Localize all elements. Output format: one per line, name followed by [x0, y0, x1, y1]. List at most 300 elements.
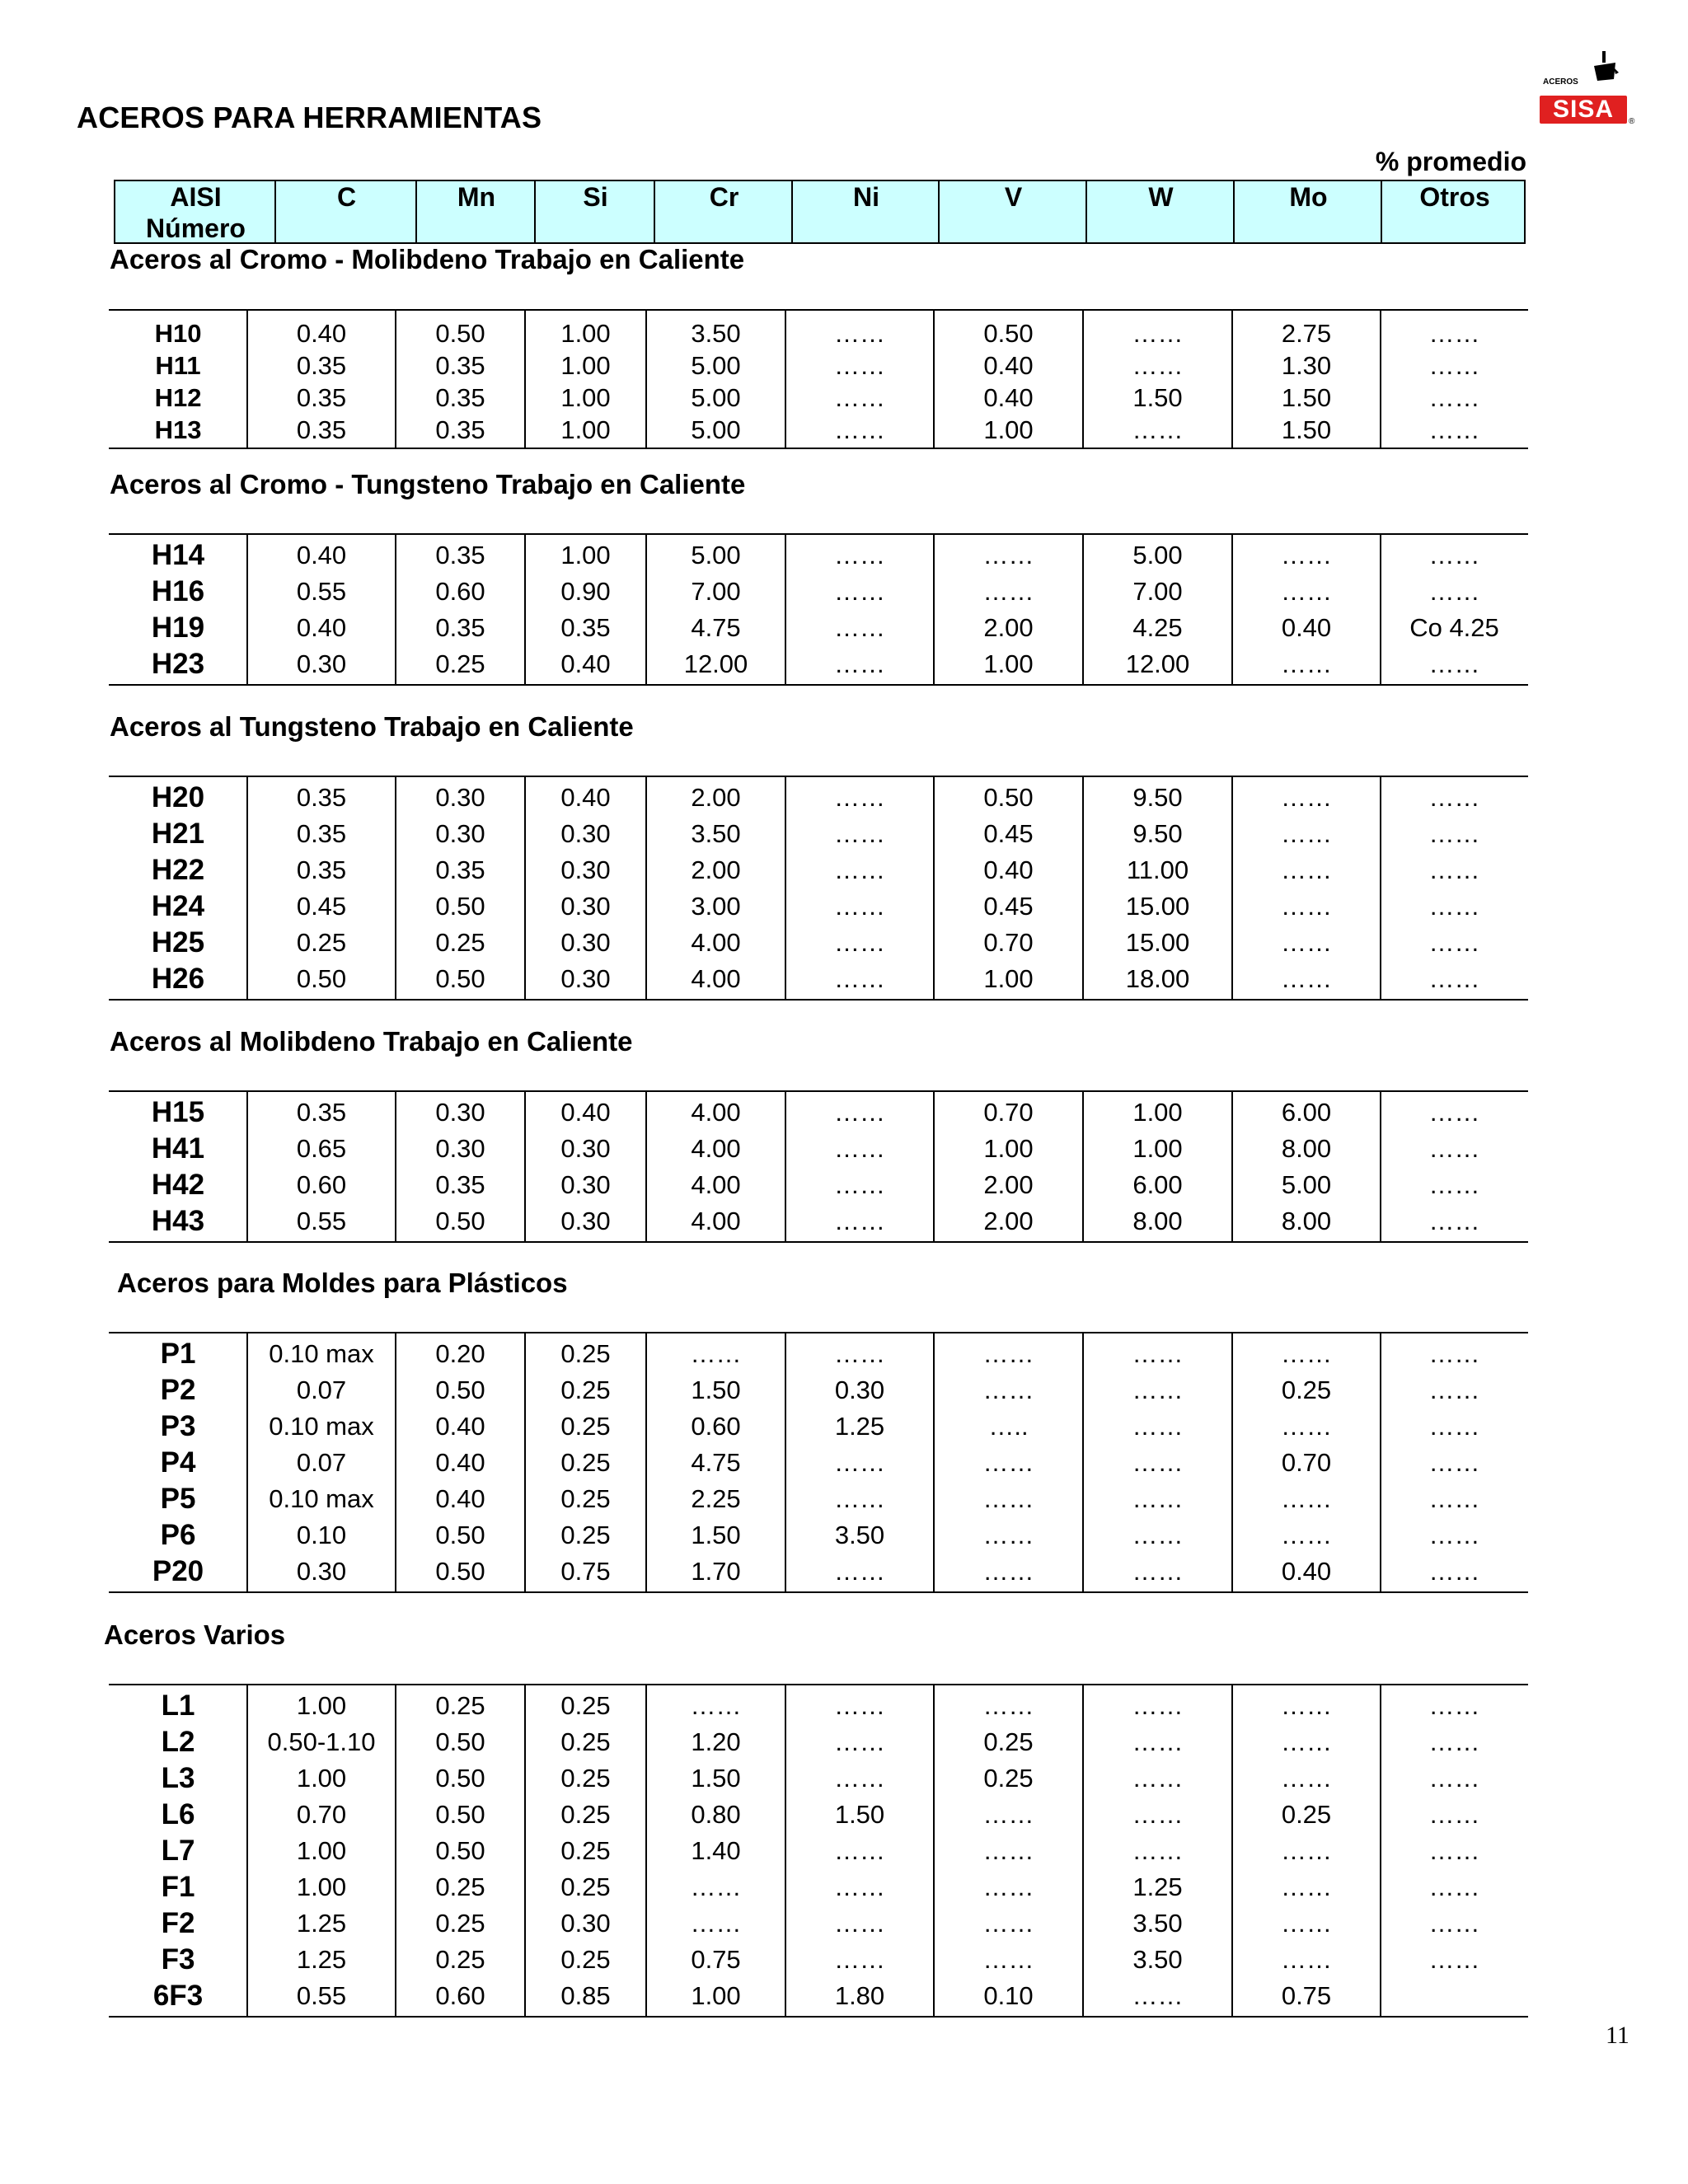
cell-mo: …… — [1281, 1339, 1332, 1368]
cell-si: 0.85 — [560, 1981, 611, 2010]
cell-otros: …… — [1428, 1207, 1480, 1235]
cell-mo: …… — [1281, 1836, 1332, 1865]
cell-cr: 7.00 — [691, 577, 741, 606]
cell-otros: …… — [1428, 1170, 1480, 1199]
cell-mo: …… — [1281, 1872, 1332, 1901]
cell-c: 0.10 max — [269, 1412, 374, 1441]
cell-w: 15.00 — [1125, 928, 1190, 957]
cell-mn: 0.50 — [435, 964, 485, 993]
cell-cr: 2.00 — [691, 783, 741, 812]
section-title: Aceros al Cromo - Molibdeno Trabajo en Caliente — [110, 244, 745, 274]
cell-mo: …… — [1281, 783, 1332, 812]
cell-ni: …… — [834, 1098, 885, 1127]
logo-badge — [1540, 96, 1627, 124]
cell-w: 3.50 — [1132, 1909, 1183, 1938]
section-table — [109, 1090, 1528, 1243]
cell-ni: 1.25 — [834, 1412, 885, 1441]
cell-v: 1.00 — [983, 1134, 1034, 1163]
cell-mo: …… — [1281, 1484, 1332, 1513]
cell-otros: …… — [1428, 1872, 1480, 1901]
cell-c: 0.35 — [296, 383, 347, 412]
section-table — [109, 776, 1528, 1001]
row-aisi-id: H13 — [154, 415, 202, 444]
cell-cr: 3.50 — [691, 819, 741, 848]
cell-mo: 8.00 — [1281, 1207, 1332, 1235]
cell-v: 2.00 — [983, 613, 1034, 642]
cell-ni: …… — [834, 1134, 885, 1163]
cell-otros: …… — [1428, 1521, 1480, 1549]
cell-w: 1.00 — [1132, 1098, 1183, 1127]
cell-mn: 0.40 — [435, 1484, 485, 1513]
cell-v: …… — [982, 1909, 1034, 1938]
cell-c: 0.07 — [296, 1448, 347, 1477]
header-cr: Cr — [709, 182, 739, 212]
row-aisi-id: H11 — [155, 351, 201, 380]
section-table — [109, 1332, 1528, 1593]
cell-v: 0.50 — [983, 319, 1034, 348]
cell-si: 0.25 — [560, 1448, 611, 1477]
cell-ni: …… — [834, 1484, 885, 1513]
cell-si: 0.30 — [560, 892, 611, 921]
cell-si: 0.30 — [560, 1207, 611, 1235]
cell-c: 1.00 — [296, 1764, 347, 1793]
cell-w: …… — [1132, 1800, 1184, 1829]
cell-c: 0.40 — [296, 613, 347, 642]
cell-cr: 12.00 — [683, 649, 748, 678]
cell-mo: 0.40 — [1281, 1557, 1332, 1586]
row-aisi-id: H12 — [154, 383, 202, 412]
row-aisi-id: H10 — [154, 319, 202, 348]
cell-ni: …… — [834, 1945, 885, 1974]
cell-c: 0.50 — [296, 964, 347, 993]
cell-otros: …… — [1428, 577, 1480, 606]
row-aisi-id: H22 — [151, 854, 205, 886]
cell-otros: …… — [1428, 964, 1480, 993]
cell-cr: 4.00 — [691, 1170, 741, 1199]
cell-w: 1.50 — [1132, 383, 1183, 412]
cell-otros: …… — [1428, 1339, 1480, 1368]
cell-cr: 4.00 — [691, 964, 741, 993]
cell-w: 15.00 — [1125, 892, 1190, 921]
table-header — [114, 180, 1526, 244]
cell-mn: 0.30 — [435, 783, 485, 812]
cell-si: 0.30 — [560, 1134, 611, 1163]
unit-note: % promedio — [1375, 147, 1526, 176]
header-aisi: AISI Número — [146, 182, 246, 243]
cell-ni: …… — [834, 383, 885, 412]
cell-si: 0.30 — [560, 1909, 611, 1938]
cell-v: 0.45 — [983, 819, 1034, 848]
cell-mn: 0.50 — [435, 1557, 485, 1586]
cell-mn: 0.25 — [435, 928, 485, 957]
cell-ni: …… — [834, 649, 885, 678]
cell-w: 9.50 — [1132, 783, 1183, 812]
cell-ni: …… — [834, 1727, 885, 1756]
cell-v: …… — [982, 1376, 1034, 1404]
cell-otros: …… — [1428, 1376, 1480, 1404]
cell-ni: …… — [834, 1448, 885, 1477]
cell-w: …… — [1132, 1691, 1184, 1720]
cell-mn: 0.25 — [435, 1872, 485, 1901]
cell-ni: 1.80 — [834, 1981, 885, 2010]
cell-mo: …… — [1281, 1945, 1332, 1974]
cell-si: 0.90 — [560, 577, 611, 606]
cell-mn: 0.60 — [435, 1981, 485, 2010]
cell-cr: 4.00 — [691, 1098, 741, 1127]
cell-ni: …… — [834, 577, 885, 606]
cell-otros: …… — [1428, 1557, 1480, 1586]
cell-ni: …… — [834, 783, 885, 812]
cell-cr: 0.60 — [691, 1412, 741, 1441]
cell-otros: …… — [1428, 1098, 1480, 1127]
cell-w: …… — [1132, 1484, 1184, 1513]
cell-w: …… — [1132, 1764, 1184, 1793]
section-table — [109, 533, 1528, 686]
cell-v: 2.00 — [983, 1207, 1034, 1235]
cell-w: 11.00 — [1126, 855, 1189, 884]
cell-si: 1.00 — [560, 351, 611, 380]
logo-small-text: ACEROS — [1543, 77, 1578, 87]
row-aisi-id: H25 — [151, 926, 205, 958]
cell-c: 1.00 — [296, 1691, 347, 1720]
cell-cr: 0.75 — [691, 1945, 741, 1974]
section-title: Aceros al Tungsteno Trabajo en Caliente — [110, 711, 634, 742]
cell-mn: 0.35 — [435, 613, 485, 642]
header-otros: Otros — [1419, 182, 1490, 212]
cell-ni: …… — [834, 319, 885, 348]
cell-c: 0.45 — [296, 892, 347, 921]
cell-si: 1.00 — [560, 383, 611, 412]
row-aisi-id: F3 — [161, 1943, 195, 1975]
cell-otros: …… — [1428, 855, 1480, 884]
cell-si: 0.30 — [560, 964, 611, 993]
cell-si: 0.35 — [560, 613, 611, 642]
cell-mo: …… — [1281, 1909, 1332, 1938]
cell-otros: …… — [1428, 319, 1480, 348]
header-c: C — [336, 182, 357, 212]
cell-c: 0.10 — [296, 1521, 347, 1549]
cell-cr: …… — [690, 1691, 742, 1720]
cell-otros: …… — [1428, 1836, 1480, 1865]
cell-cr: 4.75 — [691, 613, 741, 642]
logo-brand-text: SISA — [1552, 96, 1615, 123]
row-aisi-id: L6 — [161, 1798, 195, 1830]
cell-si: 0.25 — [560, 1800, 611, 1829]
cell-w: …… — [1132, 1557, 1184, 1586]
cell-mo: …… — [1281, 819, 1332, 848]
page-number: 11 — [1606, 2022, 1629, 2049]
cell-v: 0.40 — [983, 383, 1034, 412]
cell-mn: 0.30 — [435, 1134, 485, 1163]
header-divider — [791, 181, 793, 242]
page-title: ACEROS PARA HERRAMIENTAS — [77, 101, 542, 134]
cell-mn: 0.50 — [435, 1800, 485, 1829]
row-aisi-id: H20 — [151, 781, 205, 813]
cell-mn: 0.35 — [435, 351, 485, 380]
cell-v: ….. — [988, 1412, 1029, 1441]
section-table — [109, 1684, 1528, 2018]
cell-si: 0.40 — [560, 1098, 611, 1127]
cell-cr: 4.00 — [691, 1207, 741, 1235]
cell-si: 0.40 — [560, 783, 611, 812]
row-aisi-id: P5 — [160, 1483, 196, 1515]
cell-mo: …… — [1281, 928, 1332, 957]
cell-c: 0.35 — [296, 1098, 347, 1127]
cell-otros: …… — [1428, 1691, 1480, 1720]
cell-si: 0.25 — [560, 1872, 611, 1901]
cell-mo: 0.70 — [1281, 1448, 1332, 1477]
header-divider — [1085, 181, 1087, 242]
cell-w: …… — [1132, 1412, 1184, 1441]
cell-w: 18.00 — [1125, 964, 1190, 993]
cell-c: 1.00 — [296, 1836, 347, 1865]
cell-mo: 0.40 — [1281, 613, 1332, 642]
cell-mo: 1.50 — [1281, 383, 1332, 412]
cell-mn: 0.30 — [435, 1098, 485, 1127]
cell-c: 0.35 — [296, 819, 347, 848]
row-aisi-id: P20 — [152, 1555, 204, 1587]
cell-mo: …… — [1281, 892, 1332, 921]
cell-w: 1.25 — [1132, 1872, 1183, 1901]
cell-mo: 0.25 — [1281, 1376, 1332, 1404]
cell-w: …… — [1132, 1448, 1184, 1477]
cell-v: …… — [982, 1691, 1034, 1720]
cell-c: 0.35 — [296, 855, 347, 884]
cell-mo: 6.00 — [1281, 1098, 1332, 1127]
cell-mn: 0.50 — [435, 319, 485, 348]
cell-otros: …… — [1428, 1764, 1480, 1793]
cell-v: …… — [982, 1872, 1034, 1901]
cell-mn: 0.35 — [435, 855, 485, 884]
cell-c: 0.55 — [296, 1207, 347, 1235]
cell-c: 0.40 — [296, 319, 347, 348]
cell-si: 0.25 — [560, 1691, 611, 1720]
cell-mo: 1.50 — [1281, 415, 1332, 444]
cell-v: 2.00 — [983, 1170, 1034, 1199]
cell-c: 0.35 — [296, 351, 347, 380]
cell-mn: 0.50 — [435, 1376, 485, 1404]
cell-w: 1.00 — [1132, 1134, 1183, 1163]
cell-w: …… — [1132, 319, 1184, 348]
cell-ni: …… — [834, 1764, 885, 1793]
section-table — [109, 309, 1528, 449]
cell-ni: …… — [834, 892, 885, 921]
cell-mo: …… — [1281, 1521, 1332, 1549]
row-aisi-id: H15 — [151, 1096, 205, 1128]
cell-c: 0.07 — [296, 1376, 347, 1404]
cell-ni: …… — [834, 1207, 885, 1235]
cell-c: 0.35 — [296, 415, 347, 444]
cell-v: 1.00 — [983, 964, 1034, 993]
row-aisi-id: L2 — [161, 1726, 195, 1758]
cell-mn: 0.35 — [435, 541, 485, 569]
cell-ni: …… — [834, 415, 885, 444]
cell-mo: …… — [1281, 577, 1332, 606]
cell-w: 12.00 — [1125, 649, 1190, 678]
cell-v: 0.25 — [983, 1764, 1034, 1793]
cell-ni: …… — [834, 541, 885, 569]
cell-mn: 0.50 — [435, 1207, 485, 1235]
cell-si: 0.25 — [560, 1339, 611, 1368]
cell-ni: …… — [834, 819, 885, 848]
row-aisi-id: F1 — [161, 1871, 195, 1903]
cell-mo: 5.00 — [1281, 1170, 1332, 1199]
cell-otros: …… — [1428, 928, 1480, 957]
cell-v: …… — [982, 1557, 1034, 1586]
cell-v: …… — [982, 541, 1034, 569]
cell-mo: …… — [1281, 649, 1332, 678]
cell-otros: …… — [1428, 1484, 1480, 1513]
cell-otros: …… — [1428, 415, 1480, 444]
row-aisi-id: H42 — [151, 1169, 205, 1201]
cell-otros: …… — [1428, 1448, 1480, 1477]
cell-cr: 4.00 — [691, 928, 741, 957]
cell-otros: …… — [1428, 1800, 1480, 1829]
cell-c: 0.50-1.10 — [267, 1727, 376, 1756]
cell-v: 0.45 — [983, 892, 1034, 921]
row-aisi-id: H41 — [151, 1132, 205, 1165]
cell-c: 0.30 — [296, 649, 347, 678]
cell-ni: …… — [834, 351, 885, 380]
cell-ni: …… — [834, 1170, 885, 1199]
cell-c: 0.10 max — [269, 1484, 374, 1513]
cell-si: 0.25 — [560, 1412, 611, 1441]
cell-si: 0.25 — [560, 1521, 611, 1549]
cell-cr: 5.00 — [691, 415, 741, 444]
row-aisi-id: L3 — [161, 1762, 195, 1794]
row-aisi-id: H14 — [151, 539, 205, 571]
cell-v: …… — [982, 1339, 1034, 1368]
cell-si: 0.30 — [560, 819, 611, 848]
cell-w: 6.00 — [1132, 1170, 1183, 1199]
cell-mn: 0.25 — [435, 1691, 485, 1720]
cell-c: 0.25 — [296, 928, 347, 957]
cell-si: 0.30 — [560, 855, 611, 884]
cell-c: 0.70 — [296, 1800, 347, 1829]
cell-v: 0.50 — [983, 783, 1034, 812]
header-mn: Mn — [457, 182, 496, 212]
cell-ni: …… — [834, 964, 885, 993]
cell-cr: 1.40 — [691, 1836, 741, 1865]
cell-w: …… — [1132, 415, 1184, 444]
cell-w: 7.00 — [1132, 577, 1183, 606]
cell-c: 0.40 — [296, 541, 347, 569]
row-aisi-id: L7 — [161, 1835, 195, 1867]
cell-cr: 5.00 — [691, 541, 741, 569]
row-aisi-id: P3 — [160, 1410, 196, 1442]
cell-si: 0.25 — [560, 1836, 611, 1865]
cell-mo: …… — [1281, 1412, 1332, 1441]
row-aisi-id: F2 — [161, 1907, 195, 1939]
cell-cr: 2.25 — [691, 1484, 741, 1513]
cell-si: 0.75 — [560, 1557, 611, 1586]
cell-v: …… — [982, 1800, 1034, 1829]
cell-v: 1.00 — [983, 649, 1034, 678]
cell-c: 0.55 — [296, 577, 347, 606]
cell-ni: 0.30 — [834, 1376, 885, 1404]
header-divider — [1233, 181, 1235, 242]
header-si: Si — [583, 182, 608, 212]
cell-otros — [1381, 1978, 1528, 2014]
cell-v: 0.40 — [983, 855, 1034, 884]
cell-ni: …… — [834, 1909, 885, 1938]
cell-ni: …… — [834, 1339, 885, 1368]
cell-w: 8.00 — [1132, 1207, 1183, 1235]
cell-mn: 0.50 — [435, 1521, 485, 1549]
cell-cr: 1.50 — [691, 1764, 741, 1793]
cell-mn: 0.50 — [435, 1836, 485, 1865]
cell-c: 0.55 — [296, 1981, 347, 2010]
cell-otros: …… — [1428, 1945, 1480, 1974]
cell-mn: 0.30 — [435, 819, 485, 848]
header-divider — [274, 181, 276, 242]
cell-w: …… — [1132, 1727, 1184, 1756]
cell-cr: 4.00 — [691, 1134, 741, 1163]
cell-ni: …… — [834, 1836, 885, 1865]
cell-mn: 0.25 — [435, 649, 485, 678]
cell-v: 0.10 — [983, 1981, 1034, 2010]
row-aisi-id: L1 — [161, 1690, 195, 1722]
cell-cr: 3.00 — [691, 892, 741, 921]
cell-mo: …… — [1281, 1764, 1332, 1793]
cell-v: 0.70 — [983, 928, 1034, 957]
header-w: W — [1148, 182, 1174, 212]
cell-mn: 0.60 — [435, 577, 485, 606]
header-divider — [1381, 181, 1382, 242]
cell-v: …… — [982, 1945, 1034, 1974]
cell-c: 0.65 — [296, 1134, 347, 1163]
cell-ni: …… — [834, 1872, 885, 1901]
cell-w: 9.50 — [1132, 819, 1183, 848]
row-aisi-id: H43 — [151, 1205, 205, 1237]
cell-otros: …… — [1428, 1134, 1480, 1163]
cell-c: 0.30 — [296, 1557, 347, 1586]
cell-cr: 1.00 — [691, 1981, 741, 2010]
cell-otros: …… — [1428, 1412, 1480, 1441]
cell-si: 1.00 — [560, 415, 611, 444]
cell-mo: …… — [1281, 541, 1332, 569]
cell-v: 0.25 — [983, 1727, 1034, 1756]
cell-cr: 1.70 — [691, 1557, 741, 1586]
row-aisi-id: H19 — [151, 612, 205, 644]
row-aisi-id: P4 — [160, 1446, 196, 1479]
cell-mn: 0.35 — [435, 415, 485, 444]
cell-cr: 3.50 — [691, 319, 741, 348]
cell-w: …… — [1132, 1521, 1184, 1549]
cell-v: …… — [982, 1448, 1034, 1477]
cell-mn: 0.20 — [435, 1339, 485, 1368]
cell-w: …… — [1132, 351, 1184, 380]
cell-mo: 1.30 — [1281, 351, 1332, 380]
sisa-logo — [1535, 51, 1634, 125]
row-aisi-id: H21 — [151, 818, 205, 850]
cell-mn: 0.40 — [435, 1412, 485, 1441]
cell-mn: 0.50 — [435, 1764, 485, 1793]
cell-cr: 2.00 — [691, 855, 741, 884]
cell-si: 0.30 — [560, 928, 611, 957]
cell-si: 0.25 — [560, 1484, 611, 1513]
header-v: V — [1004, 182, 1023, 212]
row-aisi-id: H26 — [151, 963, 205, 995]
cell-ni: 1.50 — [834, 1800, 885, 1829]
section-title: Aceros para Moldes para Plásticos — [117, 1268, 568, 1298]
row-aisi-id: P6 — [160, 1519, 196, 1551]
cell-otros: Co 4.25 — [1409, 613, 1499, 642]
registered-mark: ® — [1629, 117, 1635, 126]
header-divider — [534, 181, 536, 242]
header-ni: Ni — [853, 182, 879, 212]
row-aisi-id: P2 — [160, 1374, 196, 1406]
